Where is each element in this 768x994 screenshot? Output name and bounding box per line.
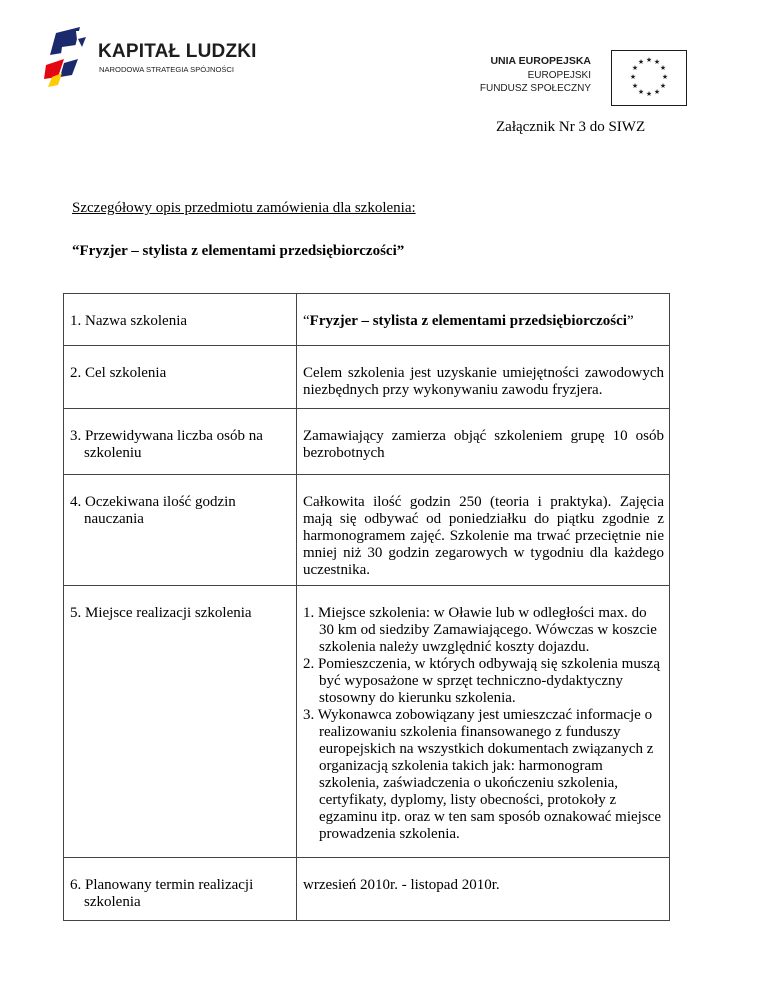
table-row	[64, 409, 670, 475]
row-label-text: 2. Cel szkolenia	[70, 365, 167, 381]
row-label-text: 6. Planowany termin realizacji szkolenia	[70, 877, 254, 910]
svg-text:★: ★	[629, 73, 637, 81]
list-item: 2. Pomieszczenia, w których odbywają się szkolenia muszą być wyposażone w sprzęt techniczno-dydaktyczny stosowny do kierunku szkolenia.	[303, 656, 660, 706]
kapital-ludzki-logo	[42, 25, 257, 95]
svg-text:★: ★	[661, 73, 669, 81]
location-list	[303, 605, 664, 843]
row-value: Celem szkolenia jest uzyskanie umiejętności zawodowych niezbędnych przy wykonywaniu zawodu fryzjera.	[297, 346, 670, 409]
svg-text:★: ★	[659, 64, 667, 72]
course-name-value: Fryzjer – stylista z elementami przedsiębiorczości	[309, 313, 627, 329]
course-name-close-quote: ”	[626, 313, 634, 329]
svg-text:★: ★	[645, 56, 653, 64]
table-row	[64, 475, 670, 586]
svg-text:★: ★	[653, 58, 661, 66]
table-row	[64, 586, 670, 858]
svg-text:★: ★	[659, 82, 667, 90]
eu-logo-line3: FUNDUSZ SPOŁECZNY	[479, 83, 591, 94]
row-label-text: 5. Miejsce realizacji szkolenia	[70, 605, 252, 621]
kapital-ludzki-subtitle: NARODOWA STRATEGIA SPÓJNOŚCI	[99, 65, 235, 74]
row-value: Całkowita ilość godzin 250 (teoria i praktyka). Zajęcia mają się odbywać od poniedziałku do piątku zgodnie z harmonogramem zajęć. Szkolenie ma trwać przeciętnie nie mniej niż 30 godzin zegarowych w tygodniu dla każdego uczestnika.	[297, 475, 670, 586]
row-label	[64, 294, 297, 346]
kapital-ludzki-title: KAPITAŁ LUDZKI	[98, 41, 257, 62]
svg-text:★: ★	[631, 82, 639, 90]
row-label	[64, 346, 297, 409]
row-label	[64, 858, 297, 921]
specification-table	[63, 293, 670, 921]
document-heading: Szczegółowy opis przedmiotu zamówienia dla szkolenia:	[72, 200, 416, 216]
eu-logo-line1: UNIA EUROPEJSKA	[490, 55, 591, 67]
row-label	[64, 586, 297, 858]
row-value	[297, 294, 670, 346]
svg-text:★: ★	[653, 88, 661, 96]
svg-text:★: ★	[631, 64, 639, 72]
kapital-ludzki-emblem-icon	[42, 25, 104, 89]
row-label-text: 3. Przewidywana liczba osób na szkoleniu	[70, 428, 263, 461]
table-row	[64, 346, 670, 409]
svg-text:★: ★	[637, 88, 645, 96]
svg-text:★: ★	[645, 90, 653, 98]
row-value: Zamawiający zamierza objąć szkoleniem grupę 10 osób bezrobotnych	[297, 409, 670, 475]
row-label	[64, 475, 297, 586]
row-label	[64, 409, 297, 475]
table-row	[64, 294, 670, 346]
eu-flag-icon	[611, 50, 687, 106]
row-label-text: 1. Nazwa szkolenia	[70, 313, 188, 329]
table-row	[64, 858, 670, 921]
eu-logo-line2: EUROPEJSKI	[527, 70, 591, 81]
row-value	[297, 586, 670, 858]
list-item: 3. Wykonawca zobowiązany jest umieszczać informacje o realizowaniu szkolenia finansowanego z funduszy europejskich na wszystkich dokumentach związanych z organizacją szkolenia takich jak: harmonogram szkolenia, zaświadczenia o ukończeniu szkolenia, certyfikaty, dyplomy, listy obecności, protokoły z egzaminu itp. oraz w ten sam sposób oznakować miejsce prowadzenia szkolenia.	[303, 707, 661, 842]
svg-text:★: ★	[637, 58, 645, 66]
row-value: wrzesień 2010r. - listopad 2010r.	[297, 858, 670, 921]
course-name-open-quote: “	[303, 313, 310, 329]
eu-logo	[479, 40, 707, 106]
course-title: “Fryzjer – stylista z elementami przedsiębiorczości”	[72, 243, 405, 259]
row-label-text: 4. Oczekiwana ilość godzin nauczania	[70, 494, 236, 527]
list-item: 1. Miejsce szkolenia: w Oławie lub w odległości max. do 30 km od siedziby Zamawiającego. Wówczas w koszcie szkolenia należy uwzględnić koszty dojazdu.	[303, 605, 657, 655]
attachment-label: Załącznik Nr 3 do SIWZ	[496, 119, 646, 135]
